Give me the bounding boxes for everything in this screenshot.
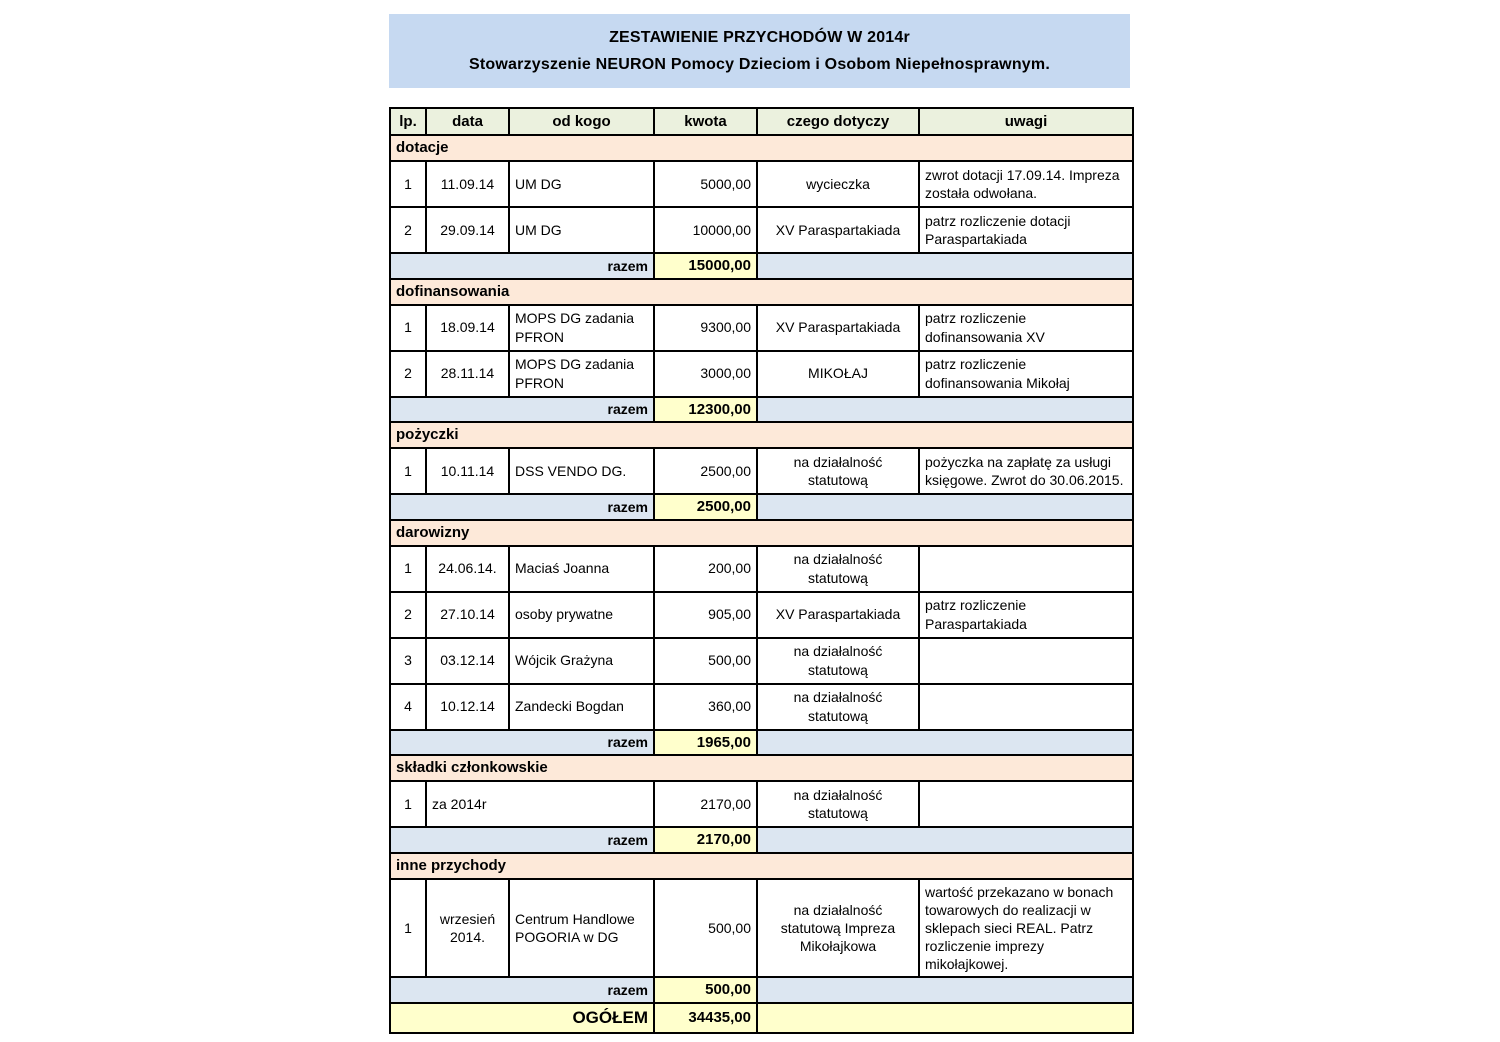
section-title: dofinansowania [390,279,1133,305]
cell-lp: 2 [390,592,426,638]
cell-lp: 2 [390,351,426,397]
cell-od-kogo: UM DG [509,207,654,253]
cell-lp: 1 [390,879,426,978]
razem-amount: 2500,00 [654,494,757,520]
cell-od-kogo: Wójcik Grażyna [509,638,654,684]
revenue-table [389,107,1134,1034]
cell-czego-dotyczy: na działalność statutową Impreza Mikołajkowa [757,879,919,978]
razem-empty-cell [757,397,1133,423]
cell-uwagi [919,638,1133,684]
cell-lp: 1 [390,781,426,827]
razem-amount: 12300,00 [654,397,757,423]
cell-kwota: 500,00 [654,879,757,978]
razem-row [390,827,1133,853]
cell-czego-dotyczy: XV Paraspartakiada [757,207,919,253]
cell-czego-dotyczy: wycieczka [757,161,919,207]
cell-kwota: 5000,00 [654,161,757,207]
razem-empty-cell [757,253,1133,279]
table-header [390,108,1133,135]
revenue-table-body [390,135,1133,1033]
razem-amount: 2170,00 [654,827,757,853]
razem-row [390,397,1133,423]
header-row [390,108,1133,135]
cell-od-kogo: MOPS DG zadania PFRON [509,305,654,351]
cell-uwagi [919,684,1133,730]
razem-row [390,253,1133,279]
cell-czego-dotyczy: na działalność statutową [757,638,919,684]
razem-label: razem [390,827,654,853]
cell-data: 10.11.14 [426,448,509,494]
cell-uwagi: zwrot dotacji 17.09.14. Impreza została odwołana. [919,161,1133,207]
section-title: inne przychody [390,853,1133,879]
cell-kwota: 2170,00 [654,781,757,827]
razem-label: razem [390,730,654,756]
total-label: OGÓŁEM [390,1003,654,1033]
table-row [390,207,1133,253]
cell-data: 29.09.14 [426,207,509,253]
table-row [390,161,1133,207]
section-row [390,755,1133,781]
cell-data: 28.11.14 [426,351,509,397]
razem-row [390,977,1133,1003]
section-row [390,135,1133,161]
cell-od-kogo: MOPS DG zadania PFRON [509,351,654,397]
cell-uwagi: patrz rozliczenie dofinansowania Mikołaj [919,351,1133,397]
cell-data: 18.09.14 [426,305,509,351]
razem-label: razem [390,494,654,520]
header-od-kogo: od kogo [509,108,654,135]
cell-data: 27.10.14 [426,592,509,638]
document-title-box [389,14,1130,88]
cell-uwagi: patrz rozliczenie dotacji Paraspartakiada [919,207,1133,253]
cell-data: 24.06.14. [426,546,509,592]
cell-kwota: 905,00 [654,592,757,638]
cell-kwota: 2500,00 [654,448,757,494]
cell-od-kogo: za 2014r [426,781,654,827]
cell-data: wrzesień 2014. [426,879,509,978]
cell-uwagi: pożyczka na zapłatę za usługi księgowe. Zwrot do 30.06.2015. [919,448,1133,494]
cell-uwagi: patrz rozliczenie Paraspartakiada [919,592,1133,638]
razem-row [390,730,1133,756]
cell-uwagi: wartość przekazano w bonach towarowych do realizacji w sklepach sieci REAL. Patrz rozliczenie imprezy mikołajkowej. [919,879,1133,978]
cell-czego-dotyczy: na działalność statutową [757,684,919,730]
razem-empty-cell [757,827,1133,853]
cell-lp: 1 [390,161,426,207]
table-row [390,879,1133,978]
section-title: darowizny [390,520,1133,546]
cell-lp: 1 [390,305,426,351]
cell-data: 03.12.14 [426,638,509,684]
razem-row [390,494,1133,520]
cell-lp: 1 [390,448,426,494]
total-row [390,1003,1133,1033]
table-row [390,592,1133,638]
cell-czego-dotyczy: na działalność statutową [757,546,919,592]
razem-empty-cell [757,494,1133,520]
cell-uwagi: patrz rozliczenie dofinansowania XV [919,305,1133,351]
total-empty-cell [757,1003,1133,1033]
cell-od-kogo: Centrum Handlowe POGORIA w DG [509,879,654,978]
cell-od-kogo: osoby prywatne [509,592,654,638]
cell-uwagi [919,781,1133,827]
table-row [390,546,1133,592]
razem-amount: 1965,00 [654,730,757,756]
section-row [390,279,1133,305]
section-title: dotacje [390,135,1133,161]
razem-amount: 500,00 [654,977,757,1003]
table-row [390,638,1133,684]
table-row [390,305,1133,351]
razem-label: razem [390,253,654,279]
cell-od-kogo: UM DG [509,161,654,207]
section-title: składki członkowskie [390,755,1133,781]
cell-kwota: 3000,00 [654,351,757,397]
cell-kwota: 360,00 [654,684,757,730]
table-row [390,448,1133,494]
cell-kwota: 500,00 [654,638,757,684]
cell-kwota: 10000,00 [654,207,757,253]
cell-uwagi [919,546,1133,592]
cell-kwota: 200,00 [654,546,757,592]
section-row [390,853,1133,879]
razem-label: razem [390,397,654,423]
header-uwagi: uwagi [919,108,1133,135]
razem-amount: 15000,00 [654,253,757,279]
cell-data: 10.12.14 [426,684,509,730]
table-row [390,684,1133,730]
document-subtitle: Stowarzyszenie NEURON Pomocy Dzieciom i Osobom Niepełnosprawnym. [469,55,1050,73]
cell-od-kogo: DSS VENDO DG. [509,448,654,494]
header-kwota: kwota [654,108,757,135]
razem-label: razem [390,977,654,1003]
cell-od-kogo: Zandecki Bogdan [509,684,654,730]
cell-czego-dotyczy: na działalność statutową [757,781,919,827]
cell-lp: 1 [390,546,426,592]
cell-kwota: 9300,00 [654,305,757,351]
cell-czego-dotyczy: XV Paraspartakiada [757,305,919,351]
cell-lp: 3 [390,638,426,684]
section-row [390,422,1133,448]
total-amount: 34435,00 [654,1003,757,1033]
header-data: data [426,108,509,135]
cell-czego-dotyczy: na działalność statutową [757,448,919,494]
table-row [390,781,1133,827]
header-czego-dotyczy: czego dotyczy [757,108,919,135]
cell-czego-dotyczy: MIKOŁAJ [757,351,919,397]
section-title: pożyczki [390,422,1133,448]
razem-empty-cell [757,977,1133,1003]
razem-empty-cell [757,730,1133,756]
table-row [390,351,1133,397]
cell-lp: 2 [390,207,426,253]
section-row [390,520,1133,546]
cell-czego-dotyczy: XV Paraspartakiada [757,592,919,638]
cell-data: 11.09.14 [426,161,509,207]
header-lp: lp. [390,108,426,135]
cell-lp: 4 [390,684,426,730]
document-title: ZESTAWIENIE PRZYCHODÓW W 2014r [609,28,910,46]
cell-od-kogo: Maciaś Joanna [509,546,654,592]
